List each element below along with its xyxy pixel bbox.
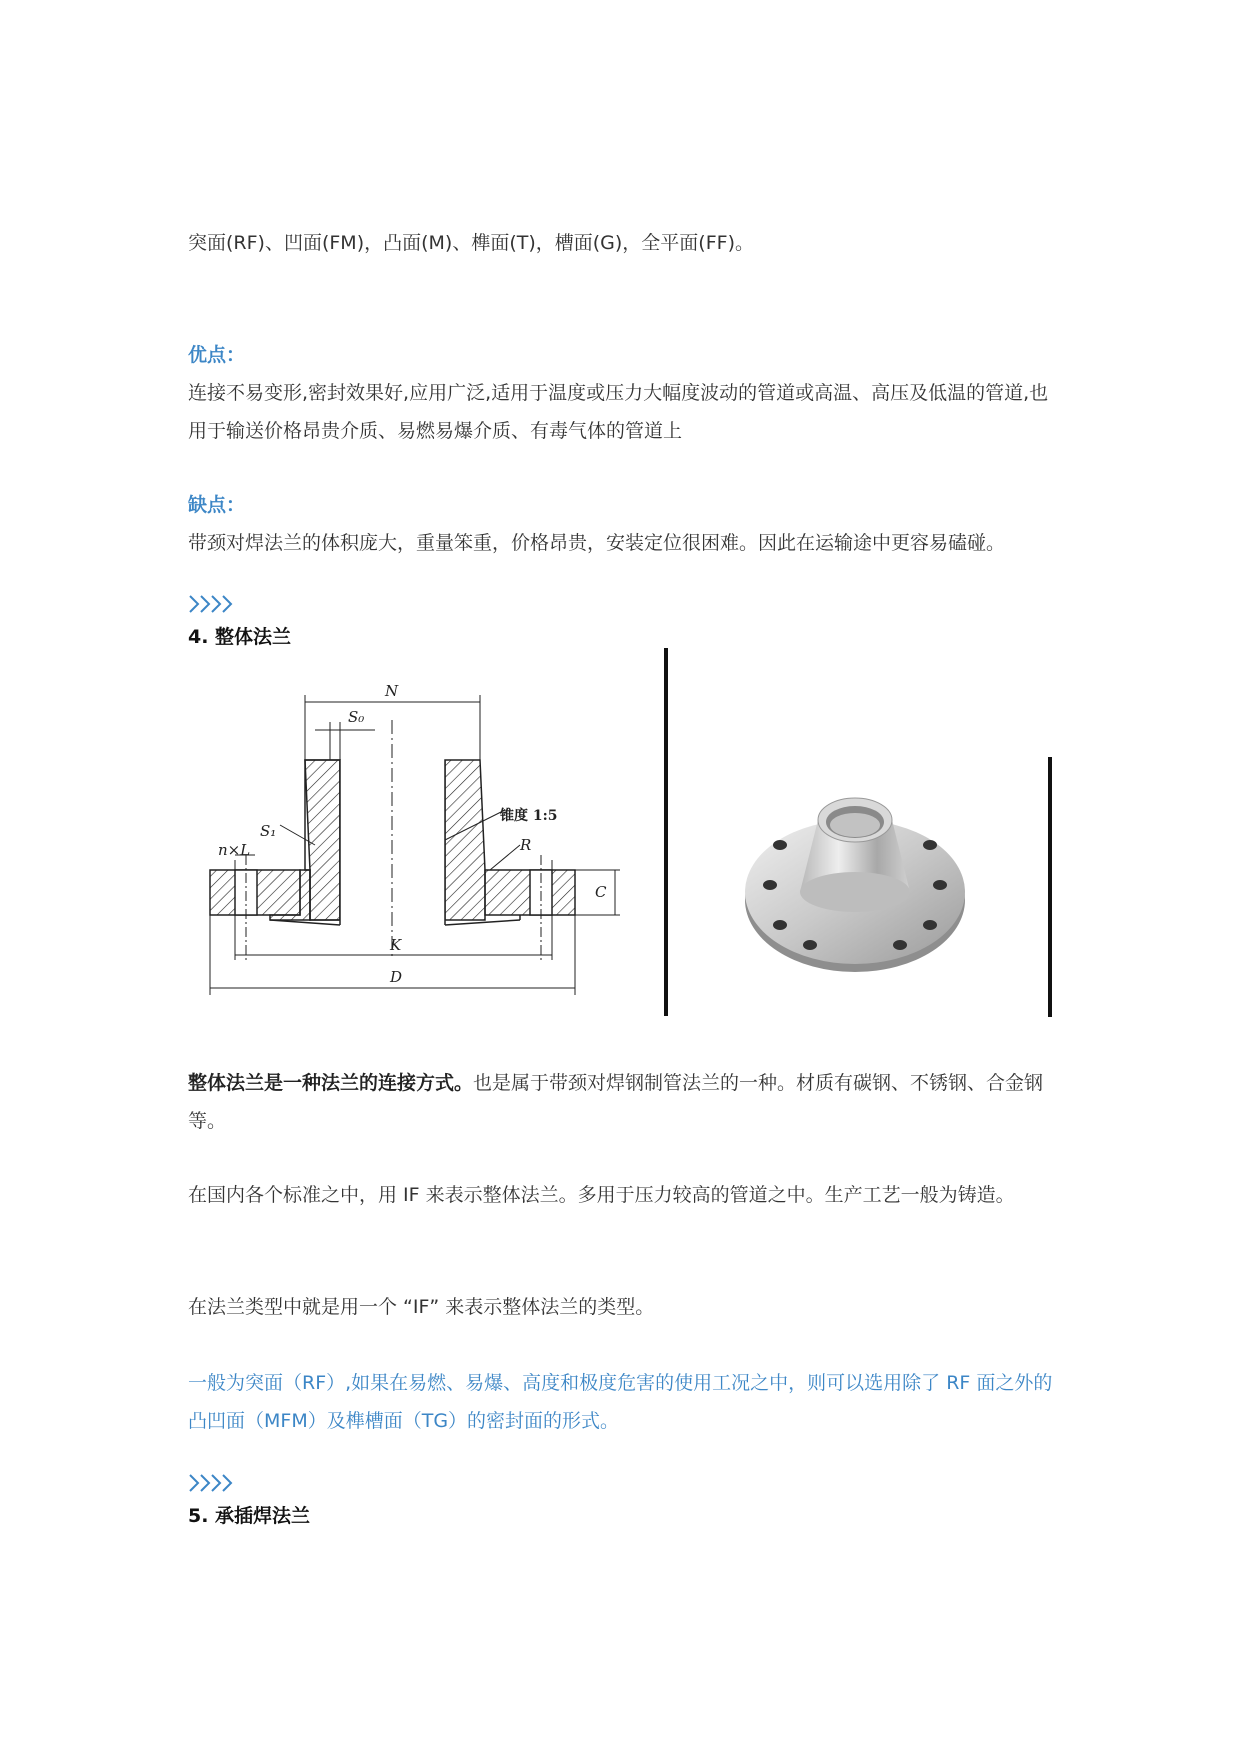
flange-drawing xyxy=(200,660,650,1005)
label-K: K xyxy=(390,936,402,954)
chevron-arrows-icon xyxy=(188,593,238,615)
label-C: C xyxy=(595,883,607,901)
label-D: D xyxy=(390,968,403,986)
section4-para3: 在法兰类型中就是用一个 “IF” 来表示整体法兰的类型。 xyxy=(188,1296,655,1318)
intro-line: 突面(RF)、凹面(FM)，凸面(M)、榫面(T)，槽面(G)，全平面(FF)。 xyxy=(188,232,754,254)
label-S0: S₀ xyxy=(348,708,365,726)
label-taper: 锥度 1:5 xyxy=(500,808,558,824)
label-R: R xyxy=(520,836,532,854)
cons-heading: 缺点： xyxy=(188,494,246,516)
section4-para4: 一般为突面（RF）,如果在易燃、易爆、高度和极度危害的使用工况之中，则可以选用除了 RF 面之外的凸凹面（MFM）及榫槽面（TG）的密封面的形式。 xyxy=(188,1372,1053,1432)
section5-title: 5. 承插焊法兰 xyxy=(188,1505,311,1527)
divider-left xyxy=(664,648,668,1016)
cons-text: 带颈对焊法兰的体积庞大，重量笨重，价格昂贵，安装定位很困难。因此在运输途中更容易磕碰。 xyxy=(188,532,1006,554)
divider-right xyxy=(1048,757,1052,1017)
label-nL: n×L xyxy=(218,841,251,859)
flange-photo xyxy=(740,780,970,980)
chevron-arrows-icon xyxy=(188,1472,238,1494)
para1-bold: 整体法兰是一种法兰的连接方式。 xyxy=(188,1072,474,1094)
para1-rest: 也是属于带颈对焊钢制管法兰的一种。材质有碳钢、不锈钢、合金钢等。 xyxy=(188,1072,1044,1132)
section4-para1 xyxy=(188,1064,1058,1140)
pros-text: 连接不易变形,密封效果好,应用广泛,适用于温度或压力大幅度波动的管道或高温、高压及低温的管道,也用于输送价格昂贵介质、易燃易爆介质、有毒气体的管道上 xyxy=(188,382,1049,442)
section4-para2: 在国内各个标准之中，用 IF 来表示整体法兰。多用于压力较高的管道之中。生产工艺一般为铸造。 xyxy=(188,1184,1015,1206)
pros-heading: 优点： xyxy=(188,344,246,366)
label-S1: S₁ xyxy=(260,822,277,840)
section4-title: 4. 整体法兰 xyxy=(188,626,292,648)
label-N: N xyxy=(385,682,399,700)
